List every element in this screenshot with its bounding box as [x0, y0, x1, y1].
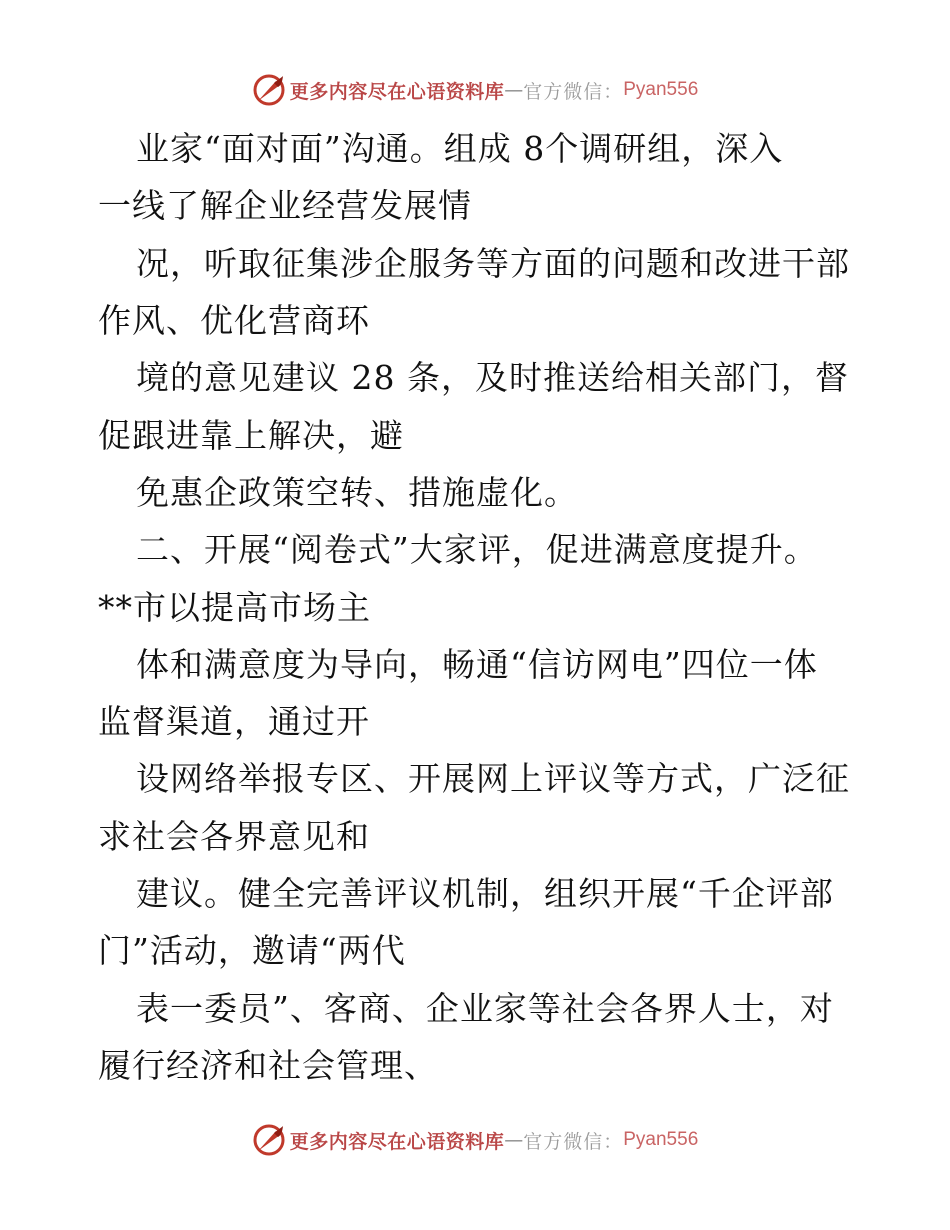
header-watermark [0, 70, 950, 110]
document-body [98, 118, 858, 1092]
body-line: 履行经济和社会管理、 [98, 1045, 438, 1085]
body-line: 体和满意度为导向，畅通“信访网电”四位一体 [136, 644, 818, 684]
watermark-wechat-label: 官方微信： [523, 80, 624, 103]
body-line: 门”活动，邀请“两代 [98, 931, 406, 971]
watermark-title: 更多内容尽在心语资料库 [289, 80, 505, 103]
body-line: **市以提高市场主 [98, 587, 371, 627]
body-line: 境的意见建议 28 条，及时推送给相关部门，督 [136, 358, 849, 398]
body-line: 一线了解企业经营发展情 [98, 186, 472, 226]
body-line: 业家“面对面”沟通。组成 8个调研组，深入 [136, 129, 784, 169]
body-line: 促跟进靠上解决，避 [98, 415, 404, 455]
body-line: 表一委员”、客商、企业家等社会各界人士，对 [136, 988, 834, 1028]
body-line: 免惠企政策空转、措施虚化。 [136, 472, 578, 512]
quill-logo-icon [252, 1123, 286, 1157]
section-heading-line: 二、开展“阅卷式”大家评，促进满意度提升。 [136, 530, 818, 570]
body-line: 况，听取征集涉企服务等方面的问题和改进干部 [136, 243, 850, 283]
watermark-dash: — [504, 1129, 524, 1151]
body-line: 作风、优化营商环 [98, 301, 370, 341]
watermark-wechat-id: Pyan556 [623, 79, 699, 100]
footer-watermark [0, 1120, 950, 1160]
watermark-title: 更多内容尽在心语资料库 [289, 1130, 505, 1153]
body-line: 建议。健全完善评议机制，组织开展“千企评部 [136, 874, 834, 913]
watermark-wechat-id: Pyan556 [623, 1129, 699, 1150]
quill-logo-icon [252, 73, 286, 107]
watermark-wechat-label: 官方微信： [523, 1130, 624, 1153]
body-line: 求社会各界意见和 [98, 816, 370, 856]
watermark-dash: — [504, 79, 524, 101]
body-line: 监督渠道，通过开 [98, 702, 370, 742]
body-line: 设网络举报专区、开展网上评议等方式，广泛征 [136, 759, 850, 799]
